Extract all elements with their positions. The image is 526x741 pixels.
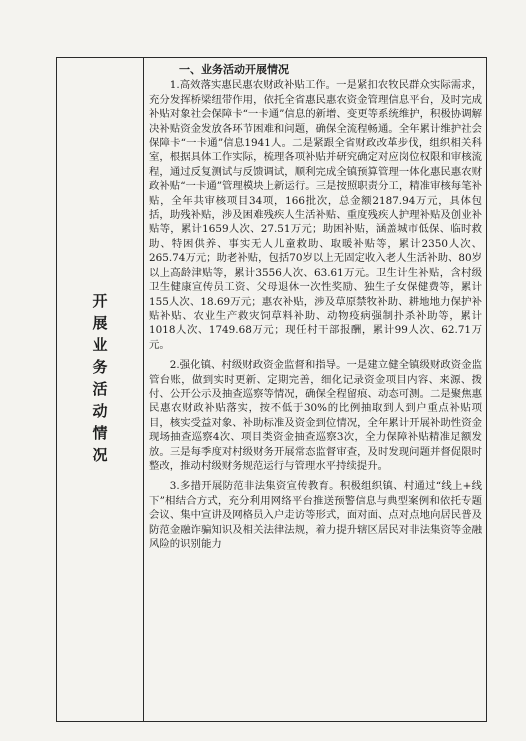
paragraph-fraud-prevention: 3.多措开展防范非法集资宣传教育。积极组织镇、村通过“线上+线下”相结合方式，充分利用网络平台推送预警信息与典型案例和依托专题会议、集中宣讲及网格员入户走访等形式，面对面、点对点地向居民普及防范金融诈骗知识及相关法律法规，着力提升辖区居民对非法集资等金融风险的识别能力 [149, 480, 482, 550]
row-header-label: 开展业务活动情况 [92, 292, 108, 464]
column-divider [143, 57, 144, 722]
paragraph-subsidy: 1.高效落实惠民惠农财政补贴工作。一是紧扣农牧民群众实际需求，充分发挥桥梁纽带作用，依托全省惠民惠农资金管理信息平台，及时完成补贴对象社会保障卡“一卡通”信息的新增、变更等系统维护，积极协调解决补贴资金发放各环节困难和问题，确保全流程畅通。全年累计维护社会保障卡“一卡通”信息1941人。二是紧跟全省财政改革步伐，组织相关科室，根据具体工作实际，梳理各项补贴并研究确定对应岗位权限和审核流程，通过反复测试与反馈调试，顺利完成全镇预算管理一体化惠民惠农财政补贴“一卡通”管理模块上新运行。三是按照职责分工，精准审核每笔补贴，全年共审核项目34项，166批次，总金额2187.94万元，具体包括，助残补贴，涉及困难残疾人生活补贴、重度残疾人护理补贴及创业补贴等，累计1659人次、27.51万元；助困补贴，涵盖城市低保、临时救助、特困供养、事实无人儿童救助、取暖补贴等，累计2350人次、265.74万元；助老补贴，包括70岁以上无固定收入老人生活补助、80岁以上高龄津贴等，累计3556人次、63.61万元。卫生计生补贴，含村级卫生健康宣传员工资、父母退休一次性奖励、独生子女保健费等，累计155人次、18.69万元；惠农补贴，涉及草原禁牧补助、耕地地力保护补贴补贴、农业生产救灾饲草料补助、动物疫病强制扑杀补助等，累计1018人次、1749.68万元；现任村干部报酬，累计99人次、62.71万元。 [149, 79, 482, 351]
paragraph-supervision: 2.强化镇、村级财政资金监督和指导。一是建立健全镇级财政资金监管台账，做到实时更新、定期完善，细化记录资金项目内容、来源、拨付、公开公示及抽查巡察等情况，确保全程留痕、动态可测。二是聚焦惠民惠农财政补贴落实，按不低于30%的比例抽取到人到户重点补贴项目，核实受益对象、补助标准及资金到位情况，全年累计开展补助性资金现场抽查巡察4次、项目类资金抽查巡察3次，全力保障补贴精准足额发放。三是每季度对村级财务开展常态监督审查，及时发现问题并督促限时整改，推动村级财务规范运行与管理水平持续提升。 [149, 359, 482, 472]
activity-content [149, 63, 482, 718]
section-title: 一、业务活动开展情况 [179, 63, 289, 76]
